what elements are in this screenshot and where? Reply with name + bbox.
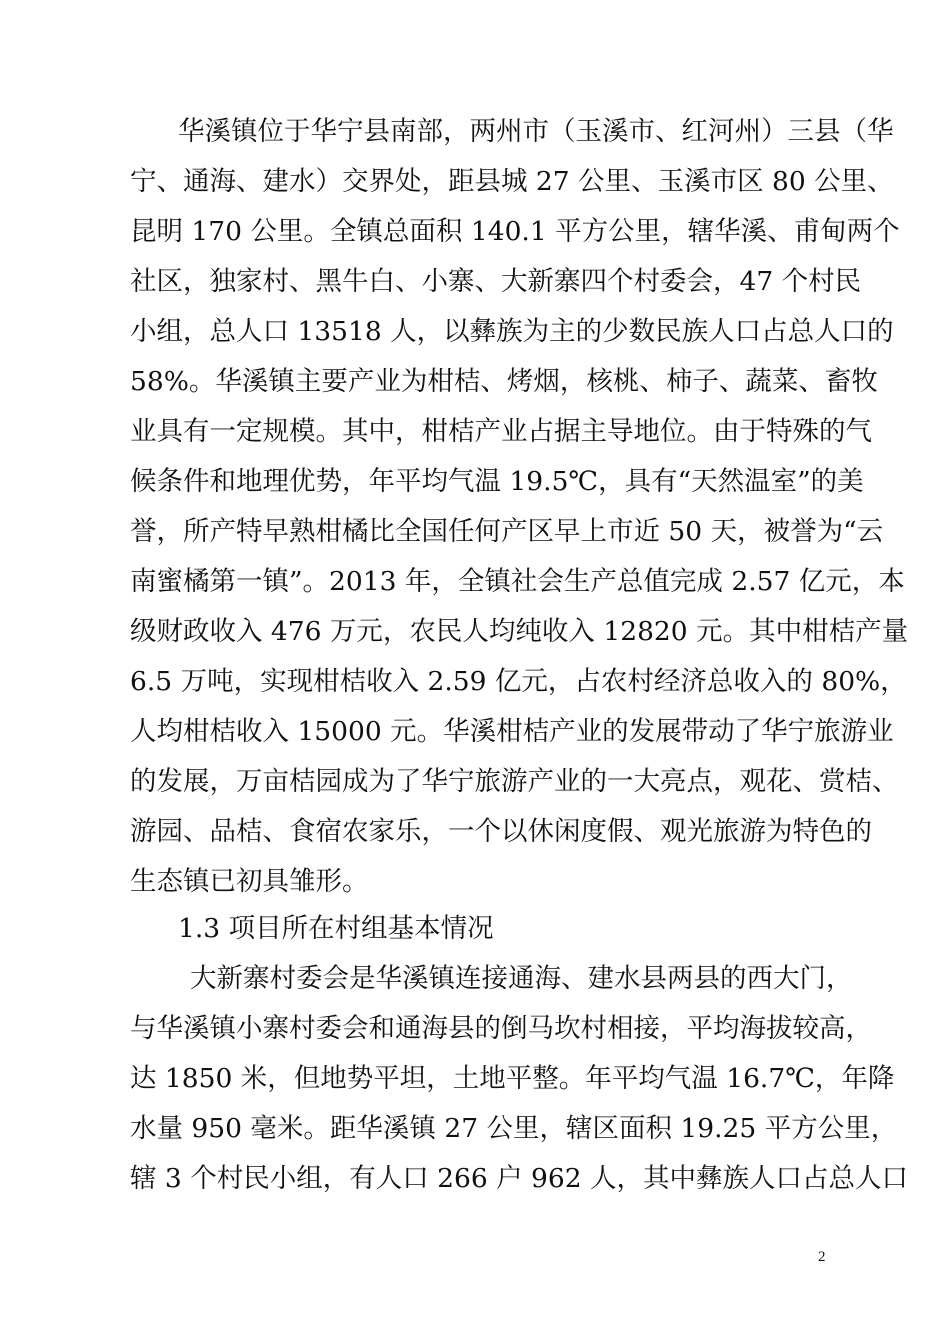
paragraph-1-line: 的发展，万亩桔园成为了华宁旅游产业的一大亮点，观花、赏桔、 [130,766,899,797]
paragraph-1-line: 生态镇已初具雏形。 [130,866,369,897]
paragraph-2-line: 辖 3 个村民小组，有人口 266 户 962 人，其中彝族人口占总人口 [130,1163,909,1194]
paragraph-1-line: 南蜜橘第一镇”。2013 年，全镇社会生产总值完成 2.57 亿元，本 [130,566,905,597]
paragraph-1-line: 业具有一定规模。其中，柑桔产业占据主导地位。由于特殊的气 [130,416,872,447]
page-number: 2 [818,1249,826,1265]
paragraph-1-line: 58%。华溪镇主要产业为柑桔、烤烟，核桃、柿子、蔬菜、畜牧 [130,366,878,397]
paragraph-1-line: 社区，独家村、黑牛白、小寨、大新寨四个村委会，47 个村民 [130,266,862,297]
paragraph-1-line: 级财政收入 476 万元，农民人均纯收入 12820 元。其中柑桔产量 [130,616,909,647]
paragraph-1-line: 游园、品桔、食宿农家乐，一个以休闲度假、观光旅游为特色的 [130,816,872,847]
paragraph-1-line: 小组，总人口 13518 人，以彝族为主的少数民族人口占总人口的 [130,316,894,347]
paragraph-1-line: 华溪镇位于华宁县南部，两州市（玉溪市、红河州）三县（华 [178,116,894,147]
paragraph-2-line: 大新寨村委会是华溪镇连接通海、建水县两县的西大门， [190,963,853,994]
paragraph-1-line: 人均柑桔收入 15000 元。华溪柑桔产业的发展带动了华宁旅游业 [130,716,894,747]
paragraph-2-line: 水量 950 毫米。距华溪镇 27 公里，辖区面积 19.25 平方公里， [130,1113,898,1144]
paragraph-2-line: 达 1850 米，但地势平坦，土地平整。年平均气温 16.7℃，年降 [130,1063,895,1094]
paragraph-1-line: 誉，所产特早熟柑橘比全国任何产区早上市近 50 天，被誉为“云 [130,516,884,547]
paragraph-1-line: 宁、通海、建水）交界处，距县城 27 公里、玉溪市区 80 公里、 [130,166,894,197]
section-heading: 1.3 项目所在村组基本情况 [178,913,494,944]
paragraph-1-line: 候条件和地理优势，年平均气温 19.5℃，具有“天然温室”的美 [130,466,864,497]
paragraph-1-line: 昆明 170 公里。全镇总面积 140.1 平方公里，辖华溪、甫甸两个 [130,216,900,247]
paragraph-1-line: 6.5 万吨，实现柑桔收入 2.59 亿元，占农村经济总收入的 80%， [130,666,907,697]
paragraph-2-line: 与华溪镇小寨村委会和通海县的倒马坎村相接，平均海拔较高， [130,1013,872,1044]
